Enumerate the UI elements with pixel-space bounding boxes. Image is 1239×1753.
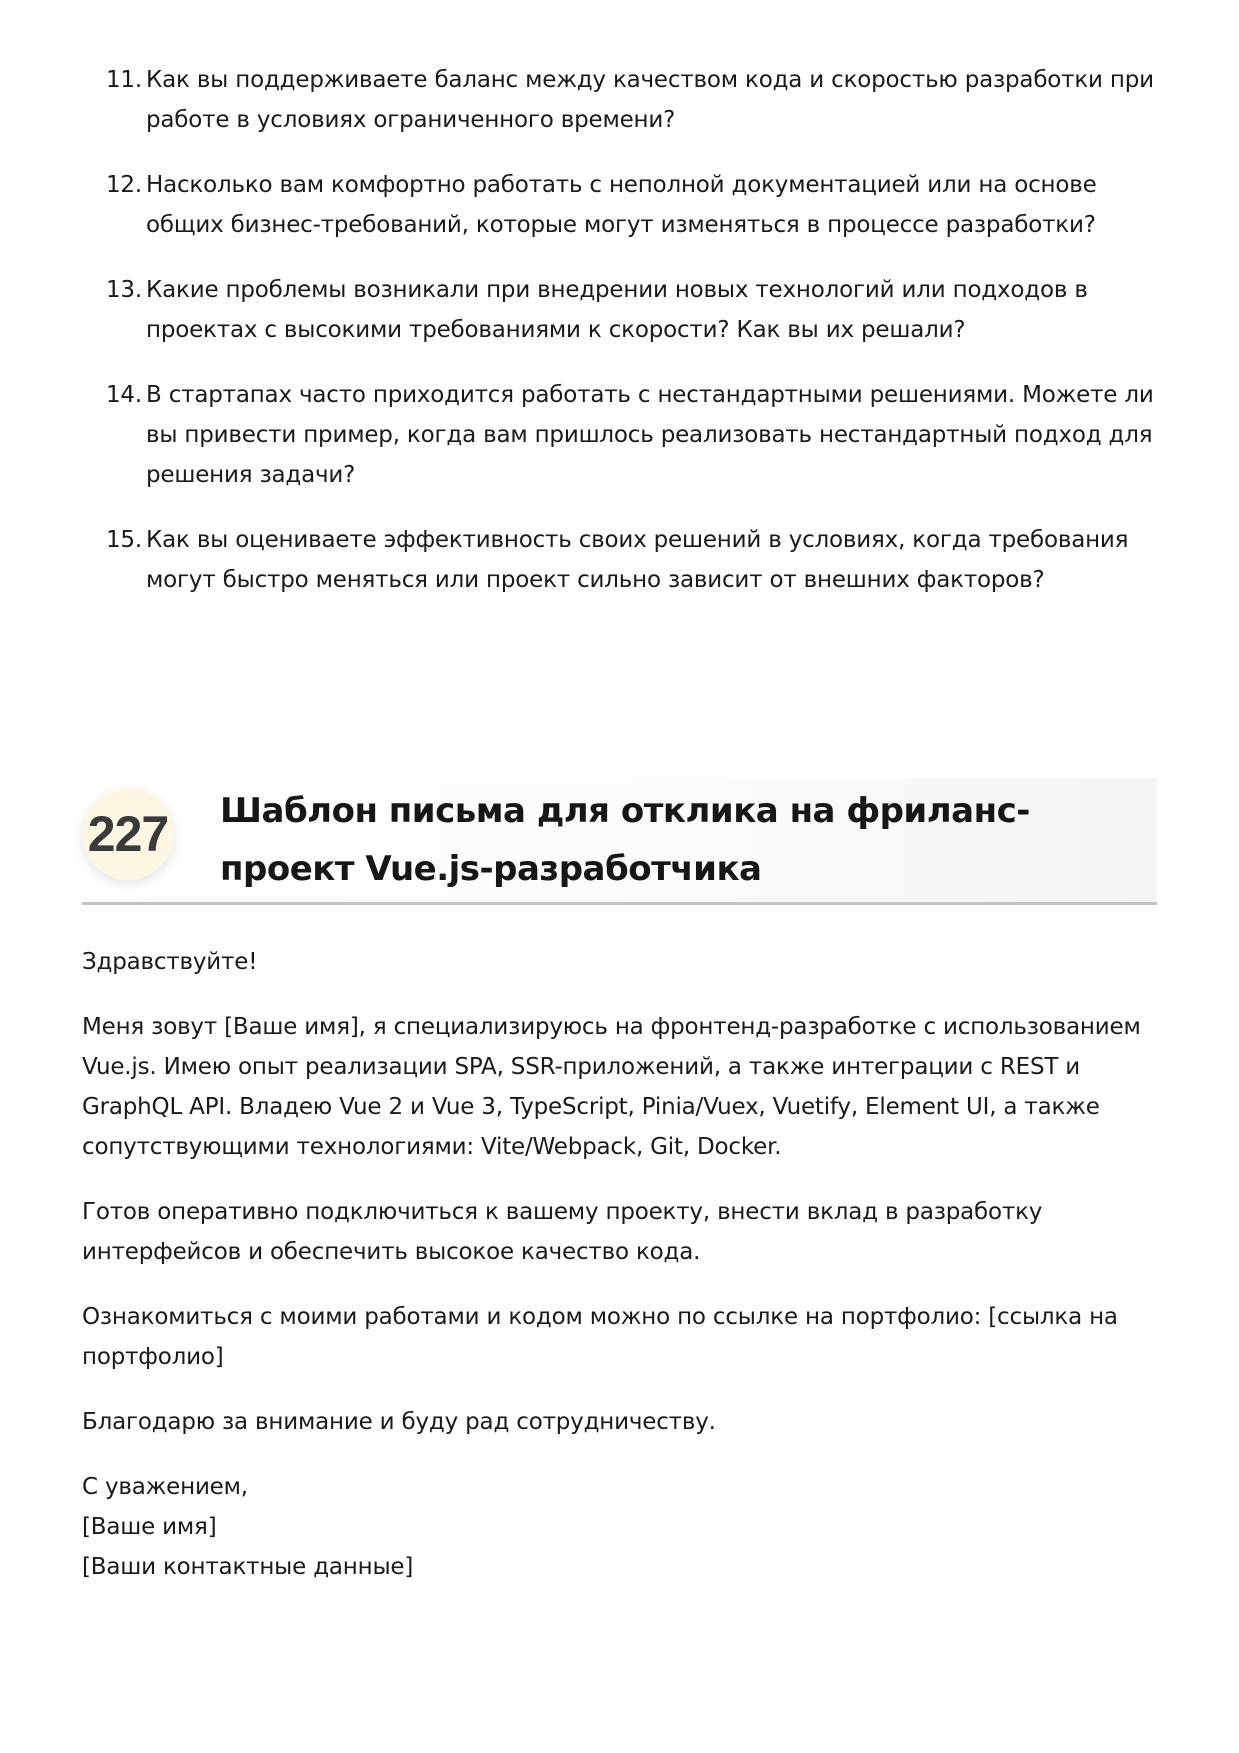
letter-signature [82, 1467, 1157, 1587]
list-item [106, 60, 1156, 140]
list-item-number: 14. [106, 382, 142, 408]
letter-template-body [82, 942, 1157, 1612]
list-item [106, 520, 1156, 600]
signature-closing: С уважением, [82, 1474, 248, 1500]
letter-offer-paragraph: Готов оперативно подключиться к вашему проекту, внести вклад в разработку интерфейсов и обеспечить высокое качество кода. [82, 1199, 1043, 1265]
list-item-number: 12. [106, 172, 142, 198]
list-item [106, 165, 1156, 245]
interview-question-list [106, 60, 1156, 625]
list-item [106, 270, 1156, 350]
list-item-number: 11. [106, 67, 142, 93]
signature-name: [Ваше имя] [82, 1514, 217, 1540]
letter-greeting: Здравствуйте! [82, 949, 258, 975]
letter-thanks-paragraph: Благодарю за внимание и буду рад сотрудничеству. [82, 1409, 716, 1435]
letter-portfolio-paragraph: Ознакомиться с моими работами и кодом можно по ссылке на портфолио: [ссылка на портфолио] [82, 1304, 1118, 1370]
section-title: Шаблон письма для отклика на фриланс-проект Vue.js-разработчика [220, 791, 1030, 889]
list-item-number: 15. [106, 527, 142, 553]
list-item [106, 375, 1156, 495]
section-header [82, 778, 1157, 905]
list-item-text: Как вы поддерживаете баланс между качеством кода и скоростью разработки при работе в условиях ограниченного времени? [146, 67, 1154, 133]
list-item-number: 13. [106, 277, 142, 303]
list-item-text: В стартапах часто приходится работать с нестандартными решениями. Можете ли вы привести пример, когда вам пришлось реализовать нестандартный подход для решения задачи? [146, 382, 1154, 488]
list-item-text: Какие проблемы возникали при внедрении новых технологий или подходов в проектах с высокими требованиями к скорости? Как вы их решали? [146, 277, 1088, 343]
section-number-badge: 227 [82, 788, 174, 880]
letter-intro-paragraph: Меня зовут [Ваше имя], я специализируюсь на фронтенд-разработке с использованием Vue.js. Имею опыт реализации SPA, SSR-приложений, а также интеграции с REST и GraphQL API. Владею Vue 2 и Vue 3, TypeScript, Pinia/Vuex, Vuetify, Element UI, а также сопутствующими технологиями: Vite/Webpack, Git, Docker. [82, 1014, 1141, 1160]
list-item-text: Насколько вам комфортно работать с неполной документацией или на основе общих бизнес-требований, которые могут изменяться в процессе разработки? [146, 172, 1097, 238]
signature-contacts: [Ваши контактные данные] [82, 1554, 414, 1580]
list-item-text: Как вы оцениваете эффективность своих решений в условиях, когда требования могут быстро меняться или проект сильно зависит от внешних факторов? [146, 527, 1129, 593]
